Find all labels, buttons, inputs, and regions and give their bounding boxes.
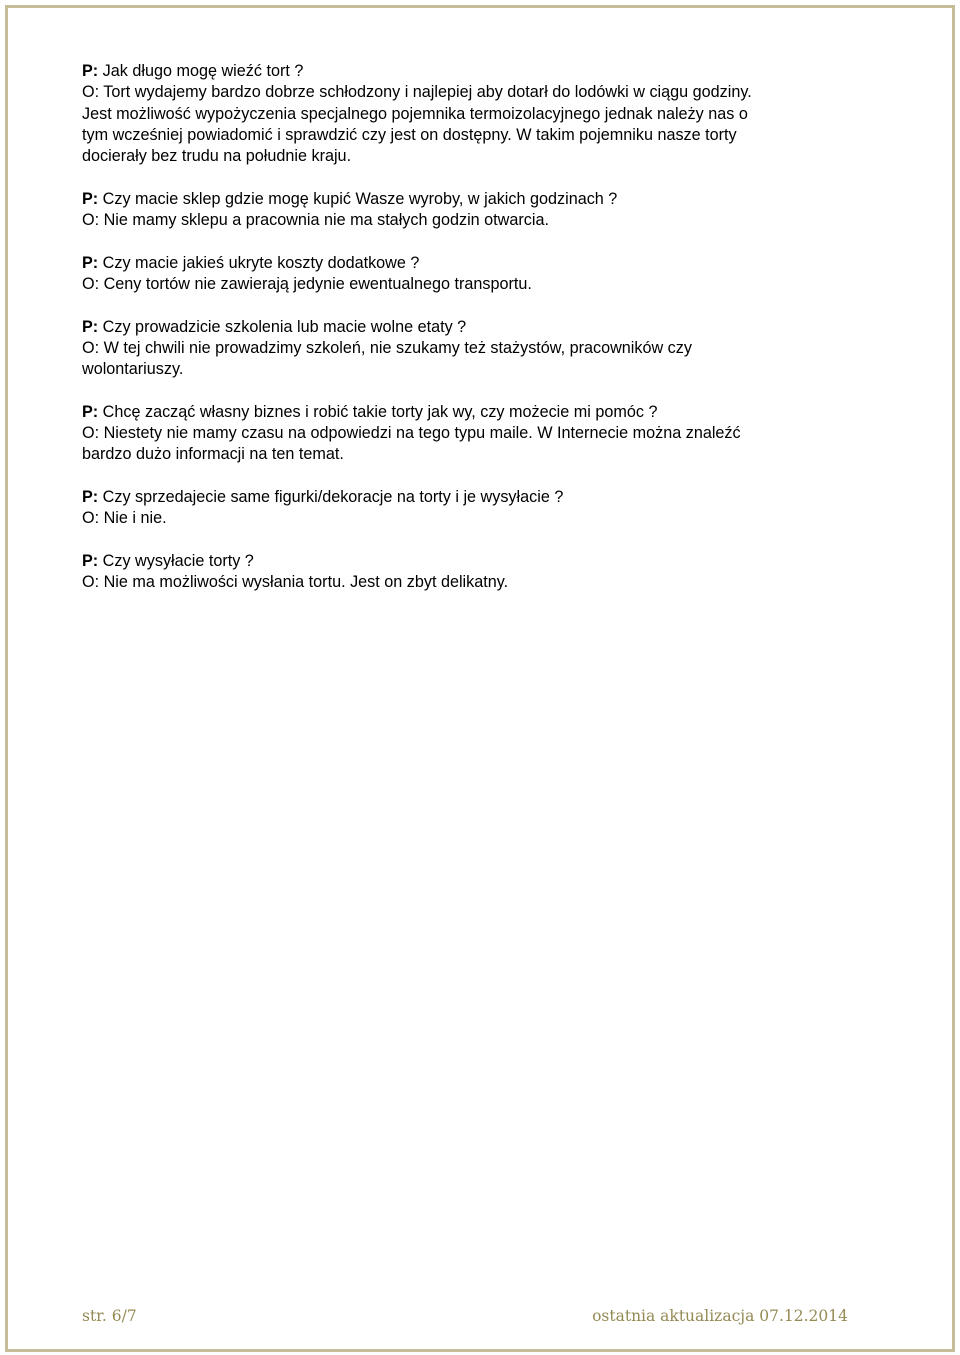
answer-text: Nie ma możliwości wysłania tortu. Jest on zbyt delikatny. bbox=[99, 573, 509, 592]
answer-line bbox=[82, 423, 872, 444]
question-text: Czy macie sklep gdzie mogę kupić Wasze wyroby, w jakich godzinach ? bbox=[98, 189, 618, 208]
answer-line bbox=[82, 572, 872, 593]
answer-line bbox=[82, 274, 872, 295]
footer-last-updated: ostatnia aktualizacja 07.12.2014 bbox=[592, 1307, 848, 1325]
question-prefix: P: bbox=[82, 62, 99, 80]
answer-text: Nie i nie. bbox=[99, 509, 167, 528]
answer-line: wolontariuszy. bbox=[82, 360, 184, 379]
question-prefix: P: bbox=[82, 402, 99, 421]
question bbox=[82, 61, 872, 82]
answer-prefix: O: bbox=[82, 338, 100, 357]
answer-text: Nie mamy sklepu a pracownia nie ma stałych godzin otwarcia. bbox=[99, 211, 549, 230]
question-text: Czy sprzedajecie same figurki/dekoracje na torty i je wysyłacie ? bbox=[98, 487, 564, 506]
answer-text: Niestety nie mamy czasu na odpowiedzi na tego typu maile. W Internecie można znaleźć bbox=[99, 424, 741, 443]
answer-line: bardzo dużo informacji na ten temat. bbox=[82, 445, 344, 464]
question-prefix: P: bbox=[82, 551, 99, 570]
answer-line: tym wcześniej powiadomić i sprawdzić czy jest on dostępny. W takim pojemniku nasze torty bbox=[82, 125, 737, 144]
faq-item bbox=[82, 61, 872, 167]
answer-line bbox=[82, 508, 872, 529]
faq-item bbox=[82, 487, 872, 530]
answer-line: Jest możliwość wypożyczenia specjalnego pojemnika termoizolacyjnego jednak należy nas o bbox=[82, 104, 748, 123]
question bbox=[82, 317, 872, 338]
answer-line bbox=[82, 82, 872, 103]
answer-line bbox=[82, 210, 872, 231]
answer-text: Tort wydajemy bardzo dobrze schłodzony i najlepiej aby dotarł do lodówki w ciągu godziny. bbox=[99, 83, 752, 102]
question-text: Czy macie jakieś ukryte koszty dodatkowe ? bbox=[98, 253, 420, 272]
question bbox=[82, 253, 872, 274]
question bbox=[82, 551, 872, 572]
question-text: Czy prowadzicie szkolenia lub macie wolne etaty ? bbox=[98, 317, 467, 336]
answer-prefix: O: bbox=[82, 424, 100, 443]
question-prefix: P: bbox=[82, 317, 99, 336]
question-prefix: P: bbox=[82, 253, 99, 272]
answer-line: docierały bez trudu na południe kraju. bbox=[82, 147, 352, 166]
question-text: Chcę zacząć własny biznes i robić takie torty jak wy, czy możecie mi pomóc ? bbox=[98, 402, 658, 421]
answer-text: Ceny tortów nie zawierają jedynie ewentualnego transportu. bbox=[99, 274, 532, 293]
faq-item bbox=[82, 189, 872, 232]
question-text: Czy wysyłacie torty ? bbox=[98, 551, 254, 570]
footer-page-number: str. 6/7 bbox=[82, 1307, 137, 1325]
question bbox=[82, 189, 872, 210]
question-prefix: P: bbox=[82, 189, 99, 208]
faq-item bbox=[82, 317, 872, 381]
question-prefix: P: bbox=[82, 487, 99, 506]
answer-prefix: O: bbox=[82, 83, 100, 102]
answer-prefix: O: bbox=[82, 509, 100, 528]
faq-item bbox=[82, 551, 872, 594]
answer-text: W tej chwili nie prowadzimy szkoleń, nie szukamy też stażystów, pracowników czy bbox=[99, 338, 692, 357]
question bbox=[82, 487, 872, 508]
answer-prefix: O: bbox=[82, 573, 100, 592]
question-text: Jak długo mogę wieźć tort ? bbox=[98, 62, 304, 80]
answer-prefix: O: bbox=[82, 274, 100, 293]
faq-item bbox=[82, 402, 872, 466]
answer-line bbox=[82, 338, 872, 359]
faq-item bbox=[82, 253, 872, 296]
answer-prefix: O: bbox=[82, 211, 100, 230]
question bbox=[82, 402, 872, 423]
faq-content bbox=[82, 61, 872, 615]
